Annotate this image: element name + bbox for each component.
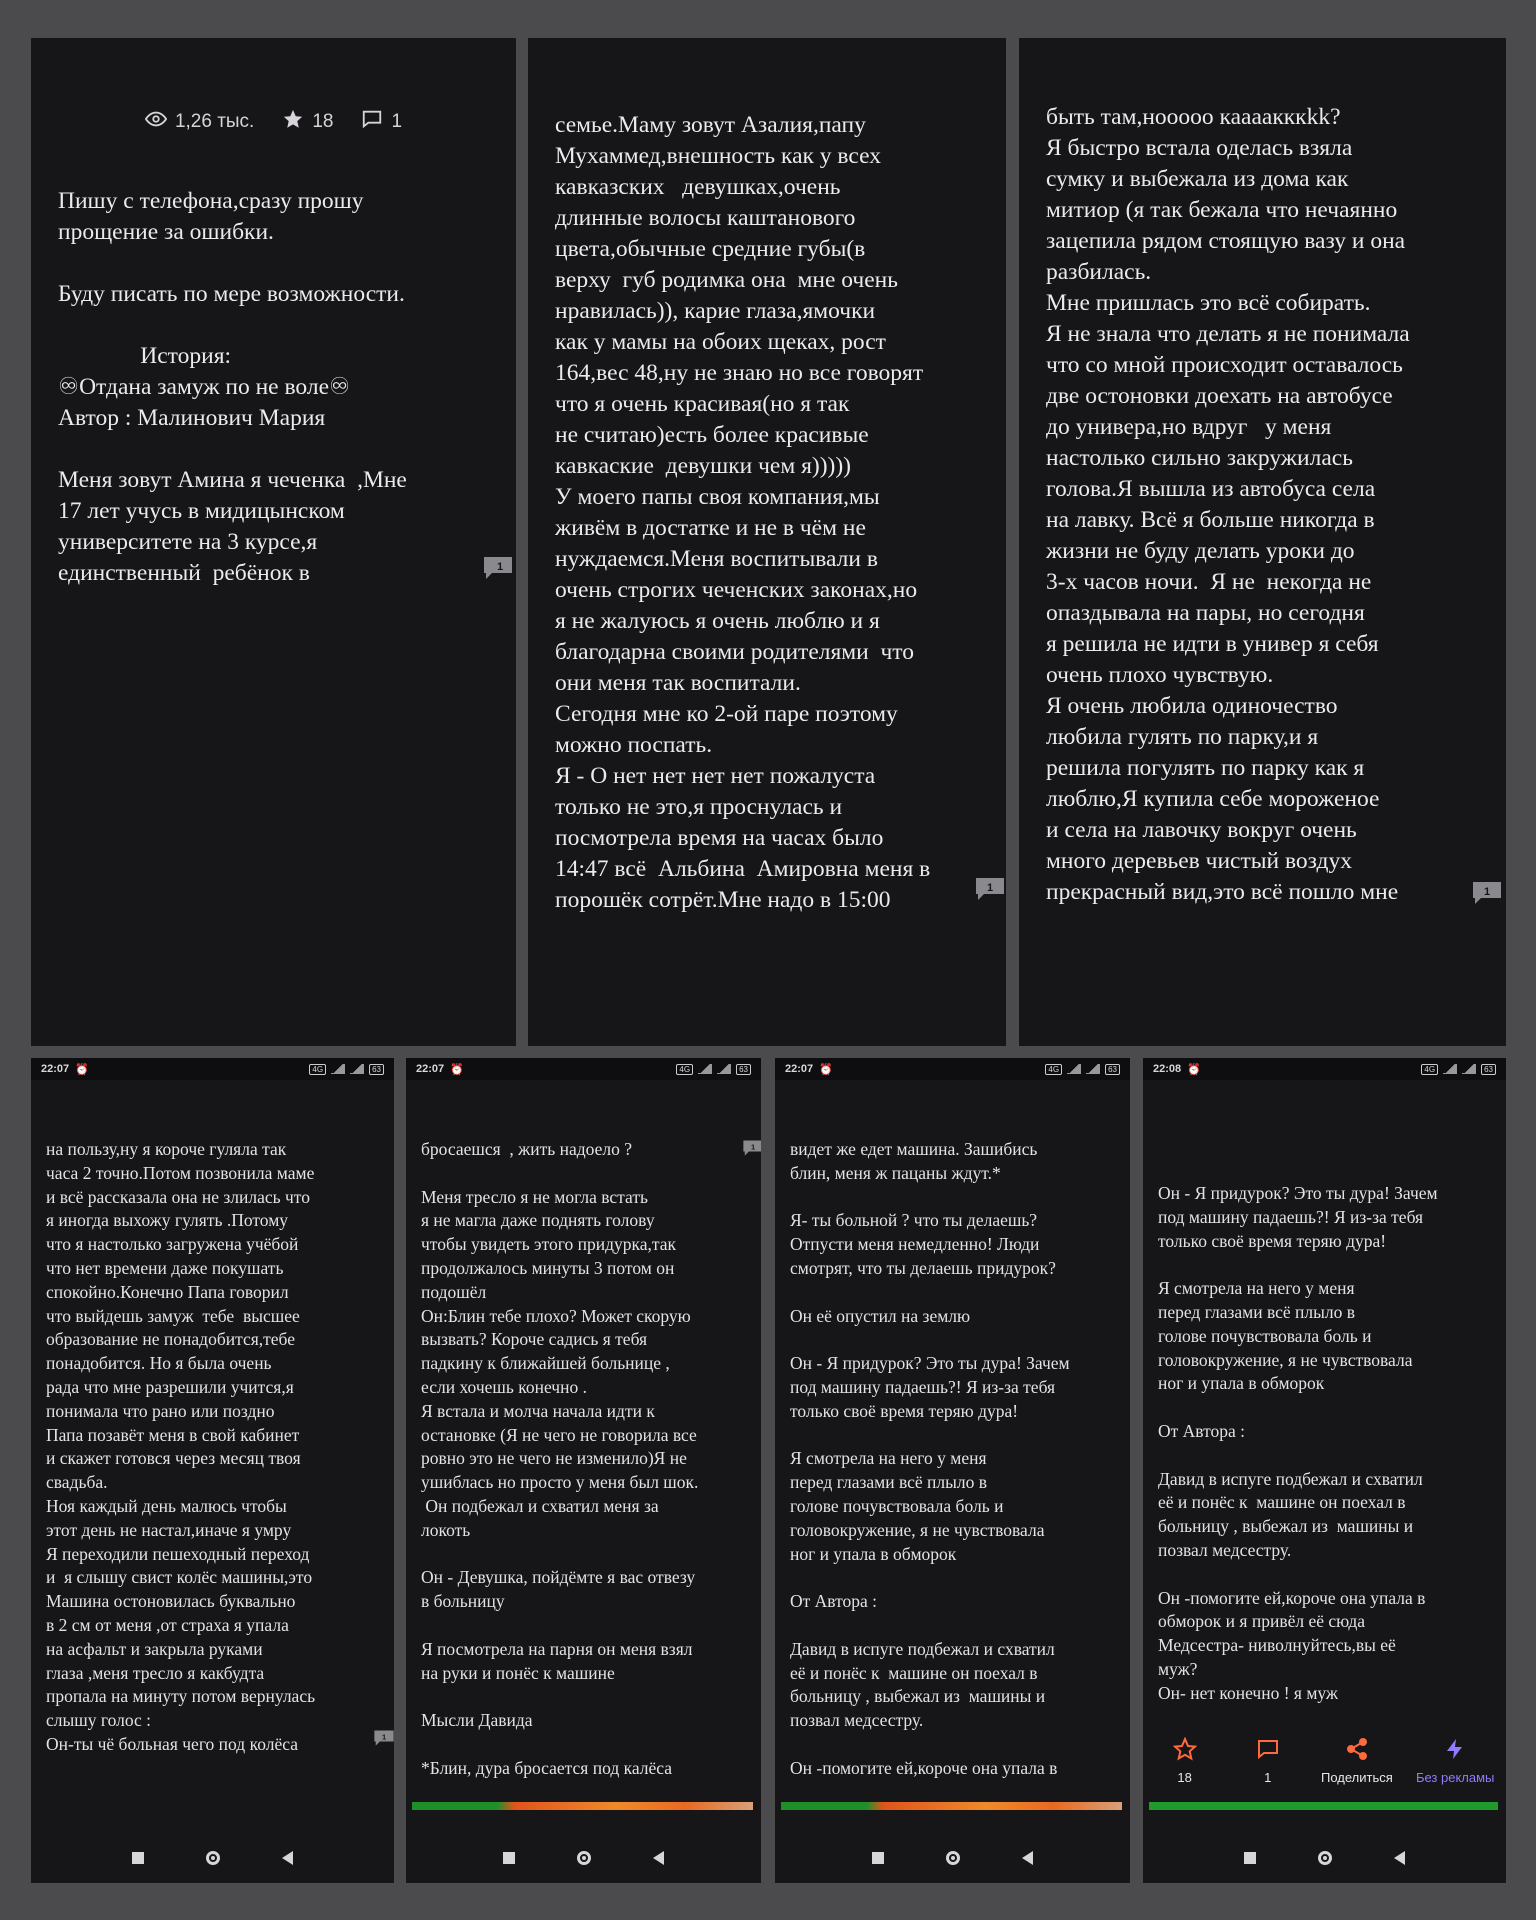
share-icon (1345, 1737, 1369, 1764)
signal-icon (1443, 1064, 1457, 1074)
battery-icon: 63 (1481, 1064, 1496, 1075)
story-text: видет же едет машина. Зашибись блин, меня ж пацаны ждут.* Я- ты больной ? что ты делаешь? Отпусти меня немедленно! Люди смотрят, что ты делаешь придурок? Он её опустил на землю Он - Я придурок? Это ты дура! Зачем под машину падаешь?! Я из-за тебя только своё время теряю дура! Я смотрела на него у меня перед глазами всё плыло в голове почувствовала боль и головокружение, я не чувствовала ног и упала в обморок От Автора : Давид в испуге подбежал и схватил её и понёс к машине он поехал в больницу , выбежал из машины и позвал медсестру. Он -помогите ей,короче она упала в (790, 1139, 1070, 1778)
battery-icon: 63 (736, 1064, 751, 1075)
views-count: 1,26 тыс. (174, 111, 255, 132)
signal-icon (1067, 1064, 1081, 1074)
status-indicators (1421, 1064, 1496, 1075)
paragraph-comment-badge[interactable] (1471, 880, 1503, 906)
paragraph-comment-badge[interactable] (974, 876, 1006, 902)
status-indicators (676, 1064, 751, 1075)
ad-banner[interactable] (412, 1802, 753, 1810)
ad-banner[interactable] (1149, 1802, 1498, 1810)
alarm-icon: ⏰ (1187, 1063, 1201, 1076)
svg-text:1: 1 (1484, 886, 1491, 898)
back-button[interactable] (1394, 1851, 1405, 1865)
signal-icon (717, 1064, 731, 1074)
paragraph-comment-badge[interactable] (742, 1138, 761, 1158)
share-label: Поделиться (1320, 1770, 1393, 1785)
battery-icon: 63 (1105, 1064, 1120, 1075)
home-button[interactable] (577, 1851, 591, 1865)
android-nav-bar (1143, 1833, 1506, 1883)
story-stats (31, 108, 516, 136)
signal-icon (331, 1064, 345, 1074)
story-text: семье.Маму зовут Азалия,папу Мухаммед,внешность как у всех кавказских девушках,очень длинные волосы каштанового цвета,обычные средние губы(в верху губ родимка она мне очень нравилась)), карие глаза,ямочки как у мамы на обоих щеках, рост 164,вес 48,ну не знаю но все говорят что я очень красивая(но я так не считаю)есть более красивые кавкаские девушки чем я))))) У моего папы своя компания,мы живём в достатке и не в чём не нуждаемся.Меня воспитывали в очень строгих чеченских законах,но я не жалуюсь я очень люблю и я благодарна своими родителями что они меня так воспитали. Сегодня мне ко 2-ой паре поэтому можно поспать. Я - О нет нет нет нет пожалуста только не это,я проснулась и посмотрела время на часах было 14:47 всё Альбина Амировна меня в порошёк сотрёт.Мне надо в 15:00 (555, 112, 931, 913)
star-count: 18 (1177, 1770, 1192, 1785)
story-text: бросаешся , жить надоело ? Меня тресло я не могла встать я не магла даже поднять голову чтобы увидеть этого придурка,так продолжалось минуты 3 потом он подошёл Он:Блин тебе плохо? Может скорую вызвать? Короче садись я тебя падкину к ближайшей больнице , если хочешь конечно . Я встала и молча начала идти к остановке (Я не чего не говорила все ровно это не чего не изменило)Я не ушиблась но просто у меня был шок. Он подбежал и схватил меня за локоть Он - Девушка, пойдёмте я вас отвезу в больницу Я посмотрела на парня он меня взял на руки и понёс к машине Мысли Давида *Блин, дура бросается под калёса (421, 1139, 699, 1778)
status-time: 22:07 (416, 1063, 445, 1075)
svg-text:1: 1 (497, 561, 504, 573)
story-page-1 (31, 38, 516, 1046)
signal-icon (1086, 1064, 1100, 1074)
star-icon (1173, 1737, 1197, 1764)
back-button[interactable] (1022, 1851, 1033, 1865)
phone-screen-2 (406, 1058, 761, 1883)
status-bar (406, 1058, 761, 1080)
signal-icon (1462, 1064, 1476, 1074)
android-nav-bar (775, 1833, 1130, 1883)
android-nav-bar (406, 1833, 761, 1883)
comments-stat[interactable] (361, 108, 402, 136)
story-text: Пишу с телефона,сразу прошу прощение за ошибки. Буду писать по мере возможности. История: ♾Отдана замуж по не воле♾ Автор : Малинович Мария Меня зовут Амина я чеченка ,Мне 17 лет учусь в мидицынском университете на 3 курсе,я единственный ребёнок в (58, 188, 407, 586)
network-icon: 4G (676, 1064, 693, 1075)
comments-button[interactable] (1238, 1737, 1298, 1785)
story-page-3 (1019, 38, 1506, 1046)
phone-screen-1 (31, 1058, 394, 1883)
no-ads-label: Без рекламы (1415, 1770, 1495, 1785)
svg-text:1: 1 (750, 1142, 756, 1152)
eye-icon (145, 108, 167, 136)
views-stat (145, 108, 254, 136)
battery-icon: 63 (369, 1064, 384, 1075)
android-nav-bar (31, 1833, 394, 1883)
stars-count: 18 (312, 111, 334, 132)
story-action-bar (1143, 1737, 1506, 1787)
recents-button[interactable] (503, 1852, 515, 1864)
status-bar (1143, 1058, 1506, 1080)
phone-screen-3 (775, 1058, 1130, 1883)
status-bar (775, 1058, 1130, 1080)
back-button[interactable] (653, 1851, 664, 1865)
paragraph-comment-badge[interactable] (482, 555, 514, 581)
status-time: 22:08 (1153, 1063, 1182, 1075)
star-icon (282, 108, 304, 136)
story-text: на пользу,ну я короче гуляла так часа 2 точно.Потом позвонила маме и всё рассказала она не злилась что я иногда выхожу гулять .Потому что я настолько загружена учёбой что нет времени даже покушать спокойно.Конечно Папа говорил что выйдешь замуж тебе высшее образование не понадобится,тебе понадобится. Но я была очень рада что мне разрешили учится,я понимала что рано или поздно Папа позавёт меня в свой кабинет и скажет готовся через месяц твоя свадьба. Ноя каждый день малюсь чтобы этот день не настал,иначе я умру Я переходили пешеходный переход и я слышу свист колёс машины,это Машина остоновилась буквально в 2 см от меня ,от страха я упала на асфальт и закрыла руками глаза ,меня тресло я какбудта пропала на минуту потом вернулась слышу голос : Он-ты чё больная чего под колёса (46, 1139, 316, 1754)
alarm-icon: ⏰ (75, 1063, 89, 1076)
home-button[interactable] (206, 1851, 220, 1865)
story-page-2 (528, 38, 1006, 1046)
network-icon: 4G (1421, 1064, 1438, 1075)
network-icon: 4G (1045, 1064, 1062, 1075)
network-icon: 4G (309, 1064, 326, 1075)
story-text: Он - Я придурок? Это ты дура! Зачем под машину падаешь?! Я из-за тебя только своё время теряю дура! Я смотрела на него у меня перед глазами всё плыло в голове почувствовала боль и головокружение, я не чувствовала ног и упала в обморок От Автора : Давид в испуге подбежал и схватил её и понёс к машине он поехал в больницу , выбежал из машины и позвал медсестру. Он -помогите ей,короче она упала в обморок и я привёл её сюда Медсестра- ниволнуйтесь,вы её муж? Он- нет конечно ! я муж (1158, 1183, 1438, 1703)
back-button[interactable] (282, 1851, 293, 1865)
svg-text:1: 1 (987, 882, 994, 894)
share-button[interactable] (1321, 1737, 1393, 1785)
comment-count: 1 (1264, 1770, 1272, 1785)
story-text: быть там,нооооо каааакккkk? Я быстро встала оделась взяла сумку и выбежала из дома как митиор (я так бежала что нечаянно зацепила рядом стоящую вазу и она разбилась. Мне пришлась это всё собирать. Я не знала что делать я не понимала что со мной происходит оставалось две остоновки доехать на автобусе до универа,но вдруг у меня настолько сильно закружилась голова.Я вышла из автобуса села на лавку. Всё я больше никогда в жизни не буду делать уроки до 3-х часов ночи. Я не некогда не опаздывала на пары, но сегодня я решила не идти в универ я себя очень плохо чувствую. Я очень любила одиночество любила гулять по парку,и я решила погулять по парку как я люблю,Я купила себе мороженое и села на лавочку вокруг очень много деревьев чистый воздух прекрасный вид,это всё пошло мне (1046, 104, 1410, 905)
no-ads-button[interactable] (1416, 1737, 1494, 1785)
lightning-icon (1443, 1737, 1467, 1764)
phone-screen-4 (1143, 1058, 1506, 1883)
recents-button[interactable] (872, 1852, 884, 1864)
status-indicators (309, 1064, 384, 1075)
comment-icon (1256, 1737, 1280, 1764)
svg-text:1: 1 (381, 1732, 387, 1742)
recents-button[interactable] (1244, 1852, 1256, 1864)
home-button[interactable] (1318, 1851, 1332, 1865)
recents-button[interactable] (132, 1852, 144, 1864)
alarm-icon: ⏰ (819, 1063, 833, 1076)
paragraph-comment-badge[interactable] (373, 1728, 394, 1748)
status-indicators (1045, 1064, 1120, 1075)
home-button[interactable] (946, 1851, 960, 1865)
status-bar (31, 1058, 394, 1080)
comments-count: 1 (391, 111, 403, 132)
status-time: 22:07 (41, 1063, 70, 1075)
alarm-icon: ⏰ (450, 1063, 464, 1076)
stars-stat[interactable] (282, 108, 333, 136)
signal-icon (350, 1064, 364, 1074)
ad-banner[interactable] (781, 1802, 1122, 1810)
star-button[interactable] (1155, 1737, 1215, 1785)
comment-icon (361, 108, 383, 136)
signal-icon (698, 1064, 712, 1074)
status-time: 22:07 (785, 1063, 814, 1075)
